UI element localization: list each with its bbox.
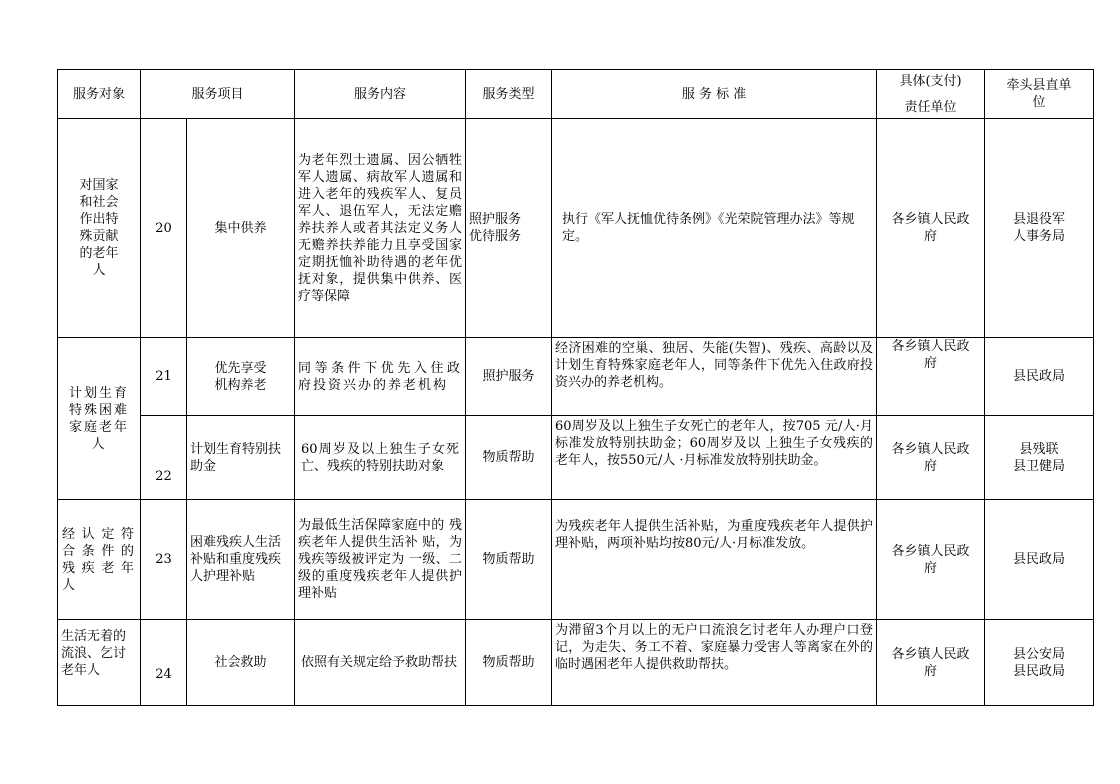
row-type: 物质帮助 (466, 620, 552, 706)
row-item-line2: 机构养老 (214, 377, 267, 393)
table-row (58, 500, 1094, 620)
row-type (466, 119, 552, 338)
header-item: 服务项目 (141, 70, 295, 119)
row-type: 照护服务 (466, 338, 552, 416)
table-row (58, 416, 1094, 500)
header-lead-line1: 牵头县直单 (1006, 78, 1072, 93)
table-row (58, 620, 1094, 706)
row-target: 经认定符合条件的残疾老年人 (58, 500, 141, 620)
row-type: 物质帮助 (466, 416, 552, 500)
row-responsible: 各乡镇人民政府 (877, 338, 985, 416)
row-content: 为老年烈士遗属、因公牺牲 军人遗属、病故军人遗属和 进入老年的残疾军人、复员 军人、退伍军人，无法定赡 养扶养人或者其法定义务人 无赡养扶养能力且享受国家 定期抚恤补助待遇的老年优 抚对象，提供集中供养、医疗等保障 (295, 119, 466, 338)
row-item: 计划生育特别扶助金 (187, 416, 295, 500)
row-type-line2: 优待服务 (469, 229, 522, 244)
row-target: 计划生育特殊困难家庭老年人 (58, 338, 141, 500)
row-item: 困难残疾人生活补贴和重度残疾人护理补贴 (187, 500, 295, 620)
service-table (57, 69, 1094, 706)
header-lead (985, 70, 1094, 119)
header-target: 服务对象 (58, 70, 141, 119)
row-number: 24 (141, 620, 187, 706)
header-standard: 服 务 标 准 (552, 70, 877, 119)
row-lead-line2: 县卫健局 (1013, 458, 1066, 474)
row-number: 23 (141, 500, 187, 620)
header-responsible-line1: 具体(支付) (899, 73, 962, 89)
row-number: 20 (141, 119, 187, 338)
row-target: 生活无着的流浪、乞讨老年人 (58, 620, 141, 706)
row-responsible: 各乡镇人民政府 (877, 119, 985, 338)
row-standard: 经济困难的空巢、独居、失能(失智)、残疾、高龄以及计划生育特殊家庭老年人，同等条件下优先入住政府投资兴办的养老机构。 (552, 338, 877, 416)
header-type: 服务类型 (466, 70, 552, 119)
row-lead: 县退役军人事务局 (985, 119, 1094, 338)
row-content: 依照有关规定给予救助帮扶 (295, 620, 466, 706)
row-item (187, 338, 295, 416)
row-lead-line1: 县残联 (1019, 441, 1059, 457)
row-standard: 为滞留3个月以上的无户口流浪乞讨老年人办理户口登记，为走失、务工不着、家庭暴力受害人等离家在外的临时遇困老年人提供救助帮扶。 (552, 620, 877, 706)
row-target: 对国家和社会作出特殊贡献的老年人 (58, 119, 141, 338)
row-lead (985, 416, 1094, 500)
row-lead-line1: 县公安局 (1013, 646, 1066, 662)
row-content: 60周岁及以上独生子女死亡、残疾的特别扶助对象 (295, 416, 466, 500)
row-standard: 为残疾老年人提供生活补贴，为重度残疾老年人提供护理补贴，两项补贴均按80元/人·月标准发放。 (552, 500, 877, 620)
row-number: 22 (141, 416, 187, 500)
row-standard: 60周岁及以上独生子女死亡的老年人，按705 元/人·月标准发放特别扶助金；60周岁及以 上独生子女残疾的老年人，按550元/人 ·月标准发放特别扶助金。 (552, 416, 877, 500)
header-content: 服务内容 (295, 70, 466, 119)
row-content: 同等条件下优先入住政府投资兴办的养老机构 (295, 338, 466, 416)
row-standard: 执行《军人抚恤优待条例》《光荣院管理办法》等规定。 (552, 119, 877, 338)
row-lead-line2: 县民政局 (1013, 663, 1066, 679)
row-item: 社会救助 (187, 620, 295, 706)
header-row (58, 70, 1094, 119)
row-lead (985, 620, 1094, 706)
row-content: 为最低生活保障家庭中的 残疾老年人提供生活补 贴，为残疾等级被评定为 一级、二级的重度残疾老年人提供护理补贴 (295, 500, 466, 620)
row-lead: 县民政局 (985, 500, 1094, 620)
row-responsible: 各乡镇人民政府 (877, 500, 985, 620)
table-row (58, 119, 1094, 338)
row-number: 21 (141, 338, 187, 416)
header-responsible-line2: 责任单位 (904, 99, 957, 115)
row-type: 物质帮助 (466, 500, 552, 620)
row-lead: 县民政局 (985, 338, 1094, 416)
row-responsible: 各乡镇人民政府 (877, 416, 985, 500)
row-responsible: 各乡镇人民政府 (877, 620, 985, 706)
table-row (58, 338, 1094, 416)
header-lead-line2: 位 (1032, 95, 1046, 110)
row-type-line1: 照护服务 (469, 212, 522, 227)
row-item-line1: 优先享受 (214, 360, 267, 376)
row-item: 集中供养 (187, 119, 295, 338)
header-responsible (877, 70, 985, 119)
